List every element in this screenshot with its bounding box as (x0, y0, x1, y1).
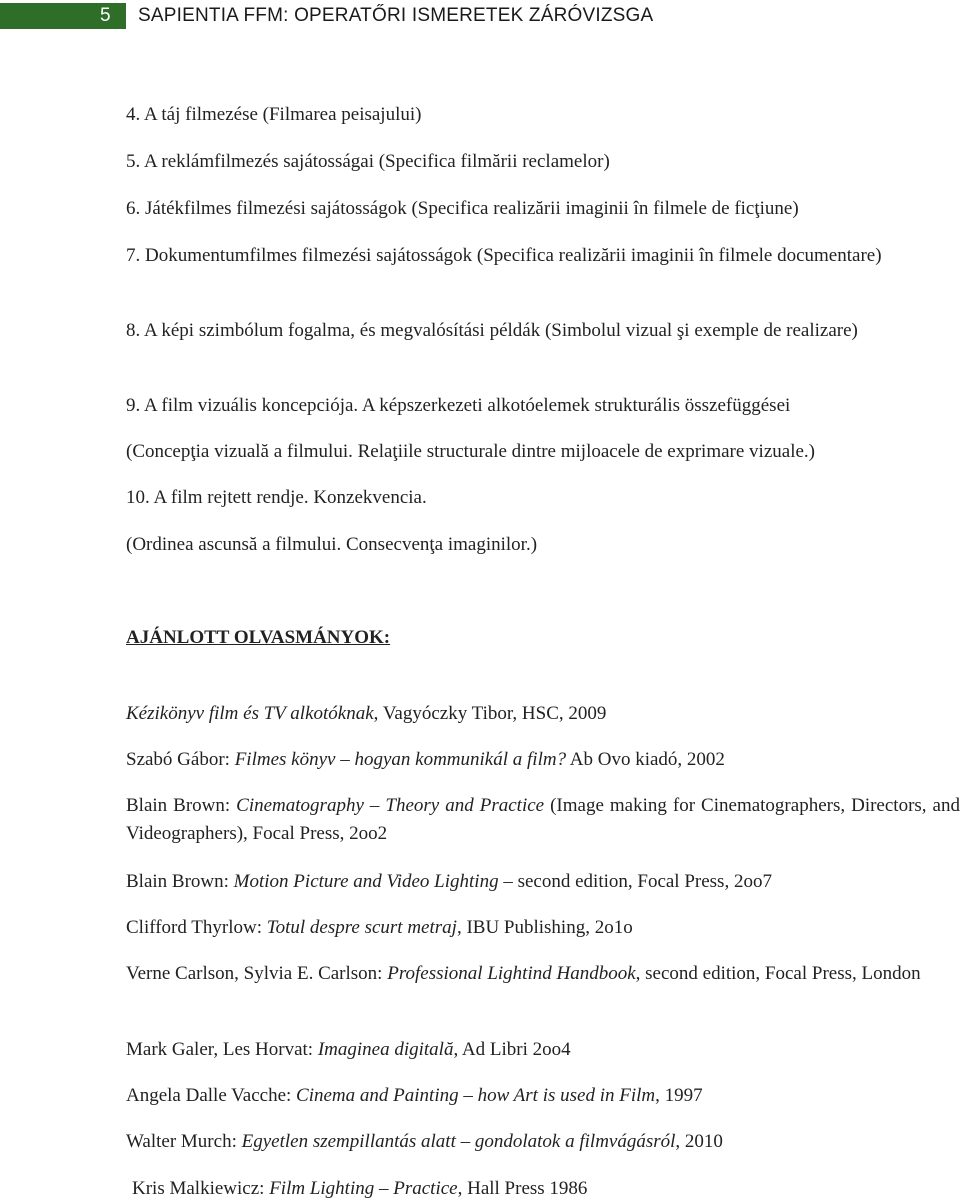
header-title: SAPIENTIA FFM: OPERATŐRI ISMERETEK ZÁRÓVIZSGA (138, 5, 654, 26)
topic-item: 7. Dokumentumfilmes filmezési sajátosságok (Specifica realizării imaginii în filmele documentare) (126, 245, 882, 266)
topic-item: 5. A reklámfilmezés sajátosságai (Specifica filmării reclamelor) (126, 151, 610, 172)
topic-item: 10. A film rejtett rendje. Konzekvencia. (126, 487, 427, 508)
topic-item: 8. A képi szimbólum fogalma, és megvalósítási példák (Simbolul vizual şi exemple de realizare) (126, 320, 858, 341)
topic-item: 4. A táj filmezése (Filmarea peisajului) (126, 104, 422, 125)
topic-item: (Ordinea ascunsă a filmului. Consecvenţa imaginilor.) (126, 534, 538, 555)
topic-item: (Concepţia vizuală a filmului. Relaţiile structurale dintre mijloacele de exprimare vizuale.) (126, 441, 815, 462)
book-entry: Mark Galer, Les Horvat: Imaginea digitală, Ad Libri 2oo4 (126, 1039, 571, 1060)
book-entry: Kézikönyv film és TV alkotóknak, Vagyóczky Tibor, HSC, 2009 (126, 703, 607, 724)
page-number: 5 (0, 3, 126, 29)
book-entry: Kris Malkiewicz: Film Lighting – Practice, Hall Press 1986 (132, 1178, 588, 1199)
reading-list-heading: AJÁNLOTT OLVASMÁNYOK: (126, 627, 391, 648)
book-entry: Blain Brown: Cinematography – Theory and Practice (Image making for Cinematographers, Directors, and Videographers), Focal Press, 2oo2 (126, 795, 960, 844)
book-entry: Blain Brown: Motion Picture and Video Lighting – second edition, Focal Press, 2oo7 (126, 871, 772, 892)
topic-item: 9. A film vizuális koncepciója. A képszerkezeti alkotóelemek strukturális összefüggései (126, 395, 791, 416)
topic-item: 6. Játékfilmes filmezési sajátosságok (Specifica realizării imaginii în filmele de ficţiune) (126, 198, 799, 219)
book-entry: Szabó Gábor: Filmes könyv – hogyan kommunikál a film? Ab Ovo kiadó, 2002 (126, 749, 725, 770)
book-entry: Verne Carlson, Sylvia E. Carlson: Professional Lightind Handbook, second edition, Focal Press, London (126, 963, 921, 984)
book-entry: Clifford Thyrlow: Totul despre scurt metraj, IBU Publishing, 2o1o (126, 917, 633, 938)
book-entry: Walter Murch: Egyetlen szempillantás alatt – gondolatok a filmvágásról, 2010 (126, 1131, 723, 1152)
page-header (0, 0, 960, 32)
book-entry: Angela Dalle Vacche: Cinema and Painting – how Art is used in Film, 1997 (126, 1085, 703, 1106)
